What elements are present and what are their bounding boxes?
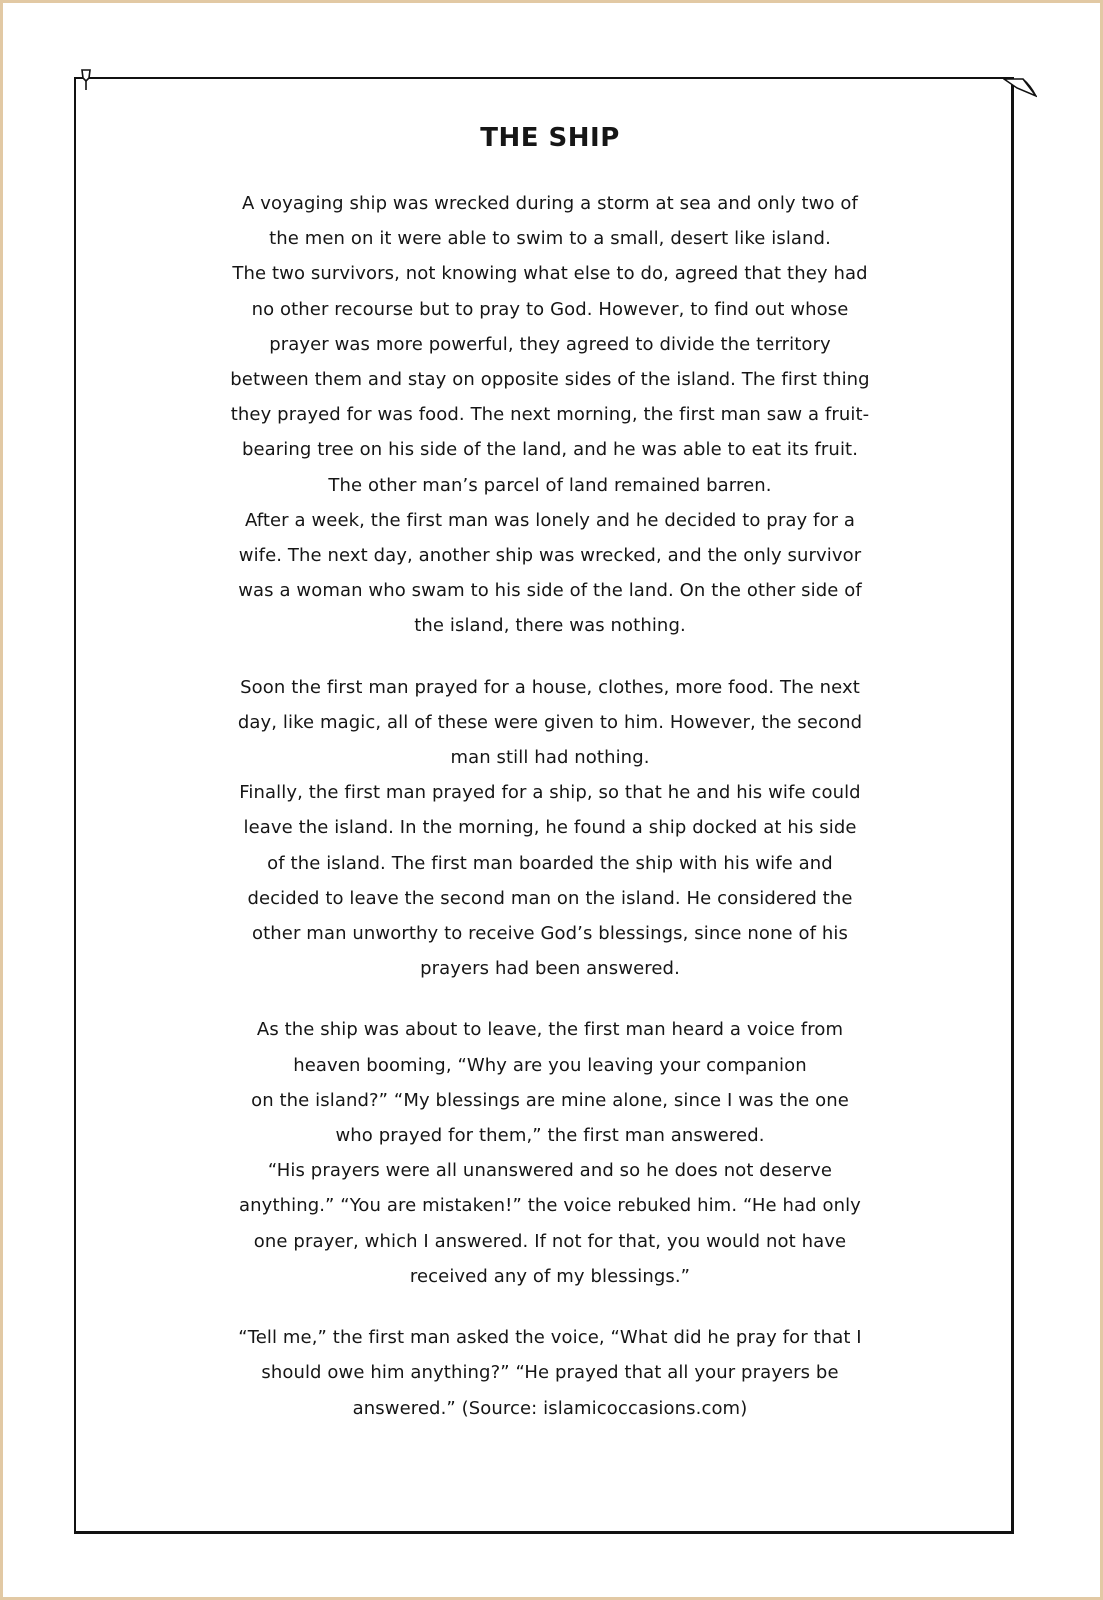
paragraph-line: Finally, the first man prayed for a ship, so that he and his wife could <box>239 782 861 804</box>
paragraph-line: “Tell me,” the first man asked the voice, “What did he pray for that I <box>238 1327 862 1349</box>
paragraph-line: As the ship was about to leave, the first man heard a voice from <box>256 1019 844 1041</box>
paragraph-spacer <box>80 986 1020 1012</box>
paragraph-line: other man unworthy to receive God’s blessings, since none of his <box>252 923 848 945</box>
paragraph-spacer <box>80 644 1020 670</box>
paragraph-line: A voyaging ship was wrecked during a storm at sea and only two of <box>242 193 858 214</box>
paragraph-line: heaven booming, “Why are you leaving your companion <box>293 1054 807 1076</box>
paragraph-line: wife. The next day, another ship was wrecked, and the only survivor <box>238 545 862 567</box>
paragraph-line: bearing tree on his side of the land, and he was able to eat its fruit. <box>241 439 859 461</box>
paragraph-line: should owe him anything?” “He prayed that all your prayers be <box>261 1362 839 1384</box>
paragraph-line: prayers had been answered. <box>420 958 680 980</box>
paragraph-line: “His prayers were all unanswered and so he does not deserve <box>267 1160 833 1182</box>
paragraph-line: The two survivors, not knowing what else to do, agreed that they had <box>232 263 868 285</box>
paragraph-line: leave the island. In the morning, he found a ship docked at his side <box>243 817 857 839</box>
paragraph-line: day, like magic, all of these were given to him. However, the second <box>237 711 863 733</box>
paragraph-line: on the island?” “My blessings are mine alone, since I was the one <box>251 1089 849 1111</box>
story-content <box>80 110 1020 1426</box>
paragraph-line: answered.” (Source: islamicoccasions.com) <box>352 1397 748 1419</box>
paragraph-line: After a week, the first man was lonely and he decided to pray for a <box>244 509 856 531</box>
paragraph-line: was a woman who swam to his side of the land. On the other side of <box>238 580 862 602</box>
paragraph-line: one prayer, which I answered. If not for that, you would not have <box>253 1230 847 1252</box>
story-paragraph <box>80 1012 1020 1294</box>
pushpin-icon <box>79 69 93 91</box>
paragraph-line: Soon the first man prayed for a house, clothes, more food. The next <box>240 676 860 698</box>
paragraph-line: received any of my blessings.” <box>409 1265 691 1287</box>
story-title: THE SHIP <box>480 123 620 153</box>
paragraph-line: the men on it were able to swim to a small, desert like island. <box>269 228 831 250</box>
paragraph-line: decided to leave the second man on the island. He considered the <box>247 887 853 909</box>
paragraph-line: they prayed for was food. The next morning, the first man saw a fruit- <box>230 404 870 426</box>
paragraph-line: the island, there was nothing. <box>414 615 686 637</box>
story-body <box>80 186 1020 1426</box>
paragraph-line: no other recourse but to pray to God. However, to find out whose <box>251 298 849 320</box>
story-paragraph <box>80 670 1020 987</box>
page-curl-icon <box>1003 78 1037 104</box>
paragraph-line: prayer was more powerful, they agreed to divide the territory <box>269 333 831 355</box>
paragraph-line: between them and stay on opposite sides of the island. The first thing <box>230 369 870 391</box>
paragraph-line: The other man’s parcel of land remained barren. <box>328 474 772 496</box>
paragraph-line: man still had nothing. <box>450 747 650 769</box>
paragraph-line: who prayed for them,” the first man answered. <box>335 1125 765 1147</box>
story-paragraph <box>80 186 1020 644</box>
paragraph-line: of the island. The first man boarded the ship with his wife and <box>267 852 833 874</box>
paragraph-spacer <box>80 1294 1020 1320</box>
paragraph-line: anything.” “You are mistaken!” the voice rebuked him. “He had only <box>239 1195 861 1217</box>
story-paragraph <box>80 1320 1020 1426</box>
